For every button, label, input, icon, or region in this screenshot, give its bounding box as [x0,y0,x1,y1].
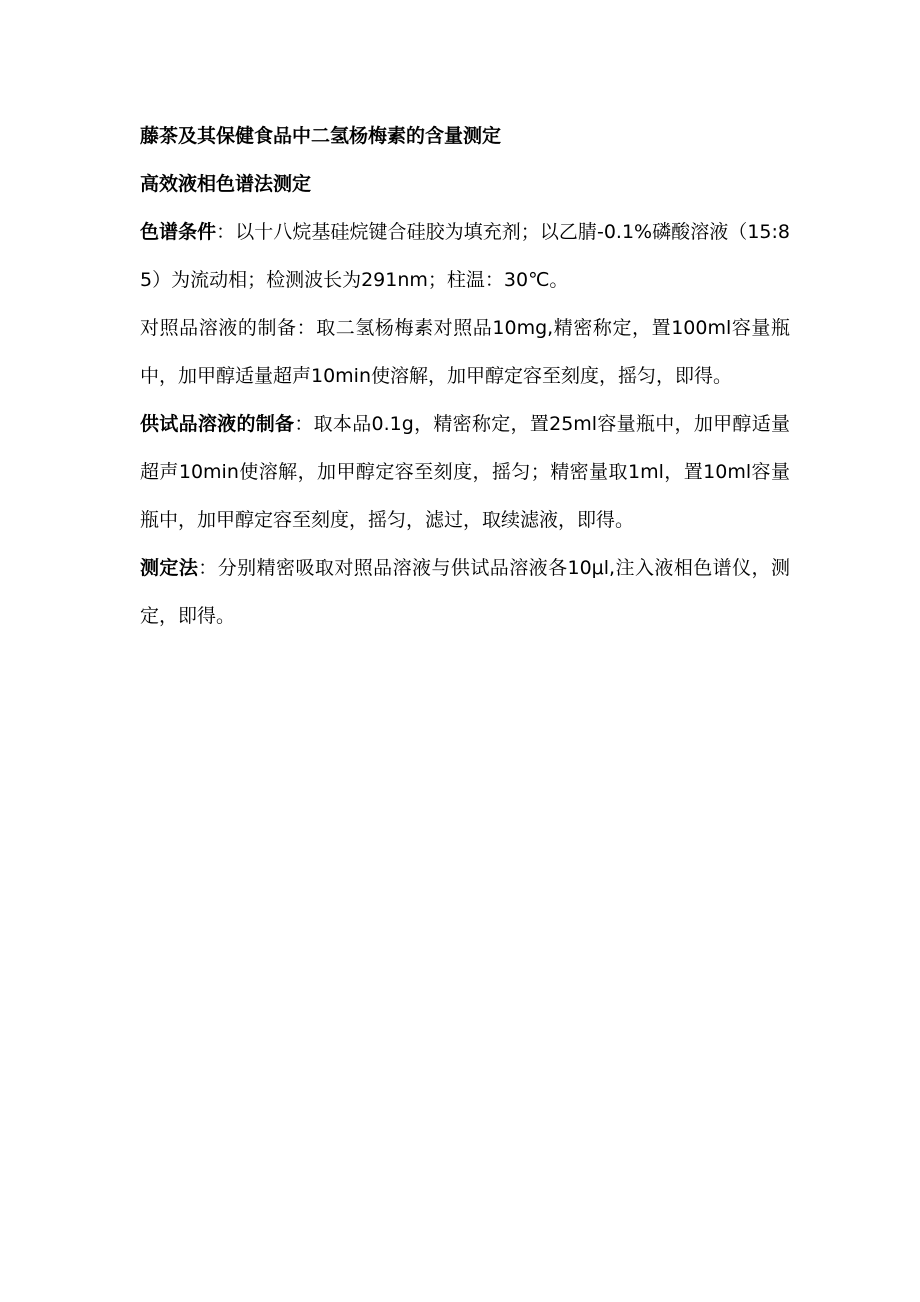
section-text: ：取本品0.1g，精密称定，置25ml容量瓶中，加甲醇适量超声10min使溶解，加甲醇定容至刻度，摇匀；精密量取1ml，置10ml容量瓶中，加甲醇定容至刻度，摇匀，滤过，取续滤液，即得。 [140,413,790,531]
document-title: 藤茶及其保健食品中二氢杨梅素的含量测定 [140,125,502,147]
section-determination-method [140,544,790,640]
section-reference-solution [140,304,790,400]
document-body [140,112,790,640]
section-label: 供试品溶液的制备 [140,413,295,435]
section-label: 测定法 [140,557,199,579]
section-test-solution [140,400,790,544]
section-text: 对照品溶液的制备：取二氢杨梅素对照品10mg,精密称定，置100ml容量瓶中，加甲醇适量超声10min使溶解，加甲醇定容至刻度，摇匀，即得。 [140,317,790,387]
section-label: 色谱条件 [140,221,217,243]
document-subtitle: 高效液相色谱法测定 [140,173,312,195]
section-chromatographic-conditions [140,208,790,304]
section-text: ：以十八烷基硅烷键合硅胶为填充剂；以乙腈-0.1%磷酸溶液（15:85）为流动相；检测波长为291nm；柱温：30℃。 [140,221,790,291]
section-text: ：分别精密吸取对照品溶液与供试品溶液各10μl,注入液相色谱仪，测定，即得。 [140,557,790,627]
